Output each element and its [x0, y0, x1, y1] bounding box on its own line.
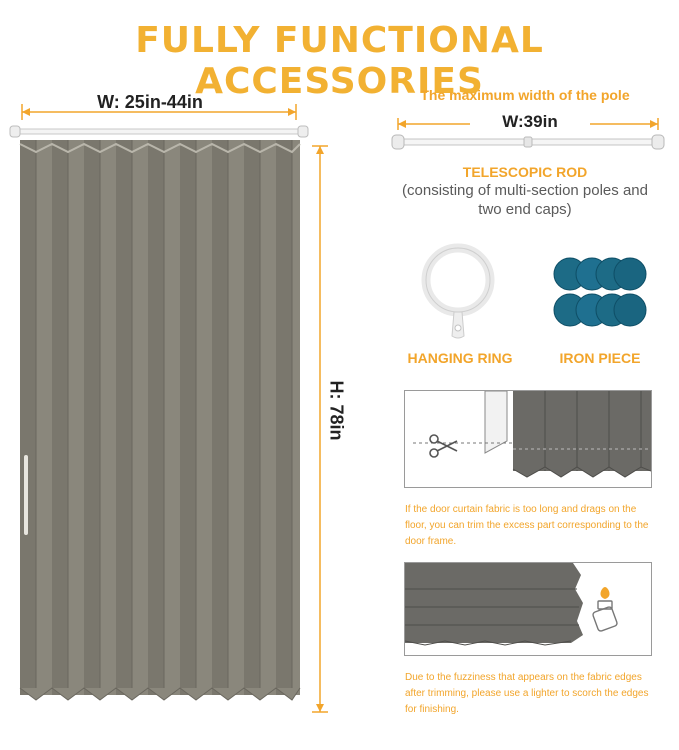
- curtain-rod: [10, 126, 308, 137]
- iron-piece-illustration: [550, 256, 650, 336]
- page-title: FULLY FUNCTIONAL ACCESSORIES: [135, 20, 544, 102]
- scorch-instruction: Due to the fuzziness that appears on the fabric edges after trimming, please use a lighter to scorch the edges for finishing.: [405, 672, 649, 715]
- iron-piece-label: IRON PIECE: [559, 350, 641, 366]
- curtain-illustration: [0, 100, 340, 720]
- hanging-ring-illustration: [410, 240, 510, 345]
- lighter-icon: [592, 587, 618, 632]
- curtain-width-label: W: 25in-44in: [97, 92, 203, 112]
- curtain-fabric: [20, 140, 300, 700]
- curtain-height-label: H: 78in: [326, 380, 347, 441]
- scorch-illustration-panel: [404, 562, 652, 656]
- scorch-illustration: [405, 563, 651, 655]
- rod-width-label: W:39in: [470, 112, 590, 132]
- rod-description: (consisting of multi-section poles and two end caps): [402, 182, 648, 218]
- pole-max-width-note: The maximum width of the pole: [420, 87, 630, 103]
- telescopic-rod: [392, 135, 664, 149]
- trim-illustration-panel: [404, 390, 652, 488]
- trim-instruction: If the door curtain fabric is too long and drags on the floor, you can trim the excess part corresponding to the door frame.: [405, 504, 649, 547]
- rod-title: TELESCOPIC ROD: [462, 164, 588, 180]
- scissors-icon: [430, 435, 457, 457]
- trim-illustration: [405, 391, 651, 487]
- hanging-ring-label: HANGING RING: [407, 350, 513, 366]
